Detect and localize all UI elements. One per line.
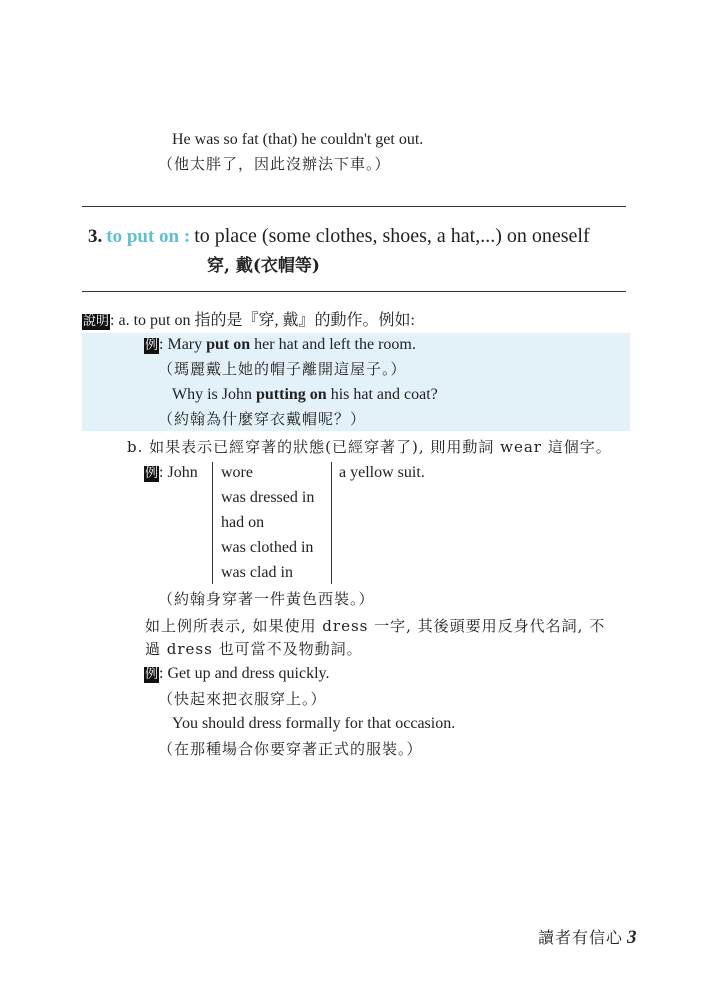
ex3-text: Get up and dress quickly. [167, 665, 330, 682]
explanation-line-b: b. 如果表示已經穿著的狀態(已經穿著了), 則用動詞 wear 這個字。 [127, 438, 612, 456]
table-verb: was dressed in [221, 489, 315, 506]
example-tag: 例 [145, 466, 159, 481]
example-tag: 例 [145, 338, 159, 353]
table-verb: was clothed in [221, 539, 314, 556]
table-left-bar [212, 462, 213, 584]
example-1 [144, 334, 416, 356]
ex2-pre: Why is John [172, 386, 256, 403]
entry-chinese: 穿, 戴(衣帽等) [207, 256, 320, 276]
example-4: You should dress formally for that occasion. [172, 715, 456, 732]
example-2-chinese: （約翰為什麼穿衣戴帽呢？） [158, 410, 367, 428]
explanation-tag: 說明 [83, 314, 110, 329]
table-subject: John [167, 464, 198, 481]
ex2-bold: putting on [256, 386, 327, 403]
top-example-chinese: （他太胖了，因此沒辦法下車。） [158, 155, 391, 173]
ex1-pre: Mary [167, 336, 207, 353]
table-verb: was clad in [221, 564, 293, 581]
colon: : [159, 464, 164, 481]
table-verb: had on [221, 514, 265, 531]
example-tag: 例 [145, 667, 159, 682]
colon: : [159, 336, 164, 353]
top-example-english: He was so fat (that) he couldn't get out. [172, 131, 424, 148]
table-verb: wore [221, 464, 253, 481]
ex1-bold: put on [206, 336, 251, 353]
example-3-chinese: （快起來把衣服穿上。） [158, 690, 327, 708]
colon: : [159, 665, 164, 682]
page-footer [538, 926, 637, 951]
note-line-2: 過 dress 也可當不及物動詞。 [145, 640, 363, 658]
entry-term: to put on : [106, 226, 191, 247]
line-a-text: : a. to put on 指的是『穿, 戴』的動作。例如: [110, 312, 415, 329]
ex2-post: his hat and coat? [326, 386, 438, 403]
table-right-bar [331, 462, 332, 584]
divider-top [82, 206, 626, 207]
table-subject-row [144, 462, 198, 484]
divider-bottom [82, 291, 626, 292]
ex1-post: her hat and left the room. [250, 336, 416, 353]
example-3 [144, 663, 330, 685]
entry-heading [88, 222, 590, 252]
example-2 [172, 384, 438, 406]
note-line-1: 如上例所表示, 如果使用 dress 一字, 其後頭要用反身代名詞, 不 [145, 617, 606, 635]
page-number: 3 [627, 927, 637, 948]
table-object: a yellow suit. [339, 464, 425, 481]
entry-number: 3. [88, 226, 103, 247]
entry-definition: to place (some clothes, shoes, a hat,...) on oneself [194, 225, 590, 247]
footer-title: 讀者有信心 [538, 928, 624, 947]
table-chinese: （約翰身穿著一件黃色西裝。） [158, 590, 375, 608]
explanation-line-a [82, 310, 415, 332]
example-1-chinese: （瑪麗戴上她的帽子離開這屋子。） [158, 360, 407, 378]
example-4-chinese: （在那種場合你要穿著正式的服裝。） [158, 740, 423, 758]
